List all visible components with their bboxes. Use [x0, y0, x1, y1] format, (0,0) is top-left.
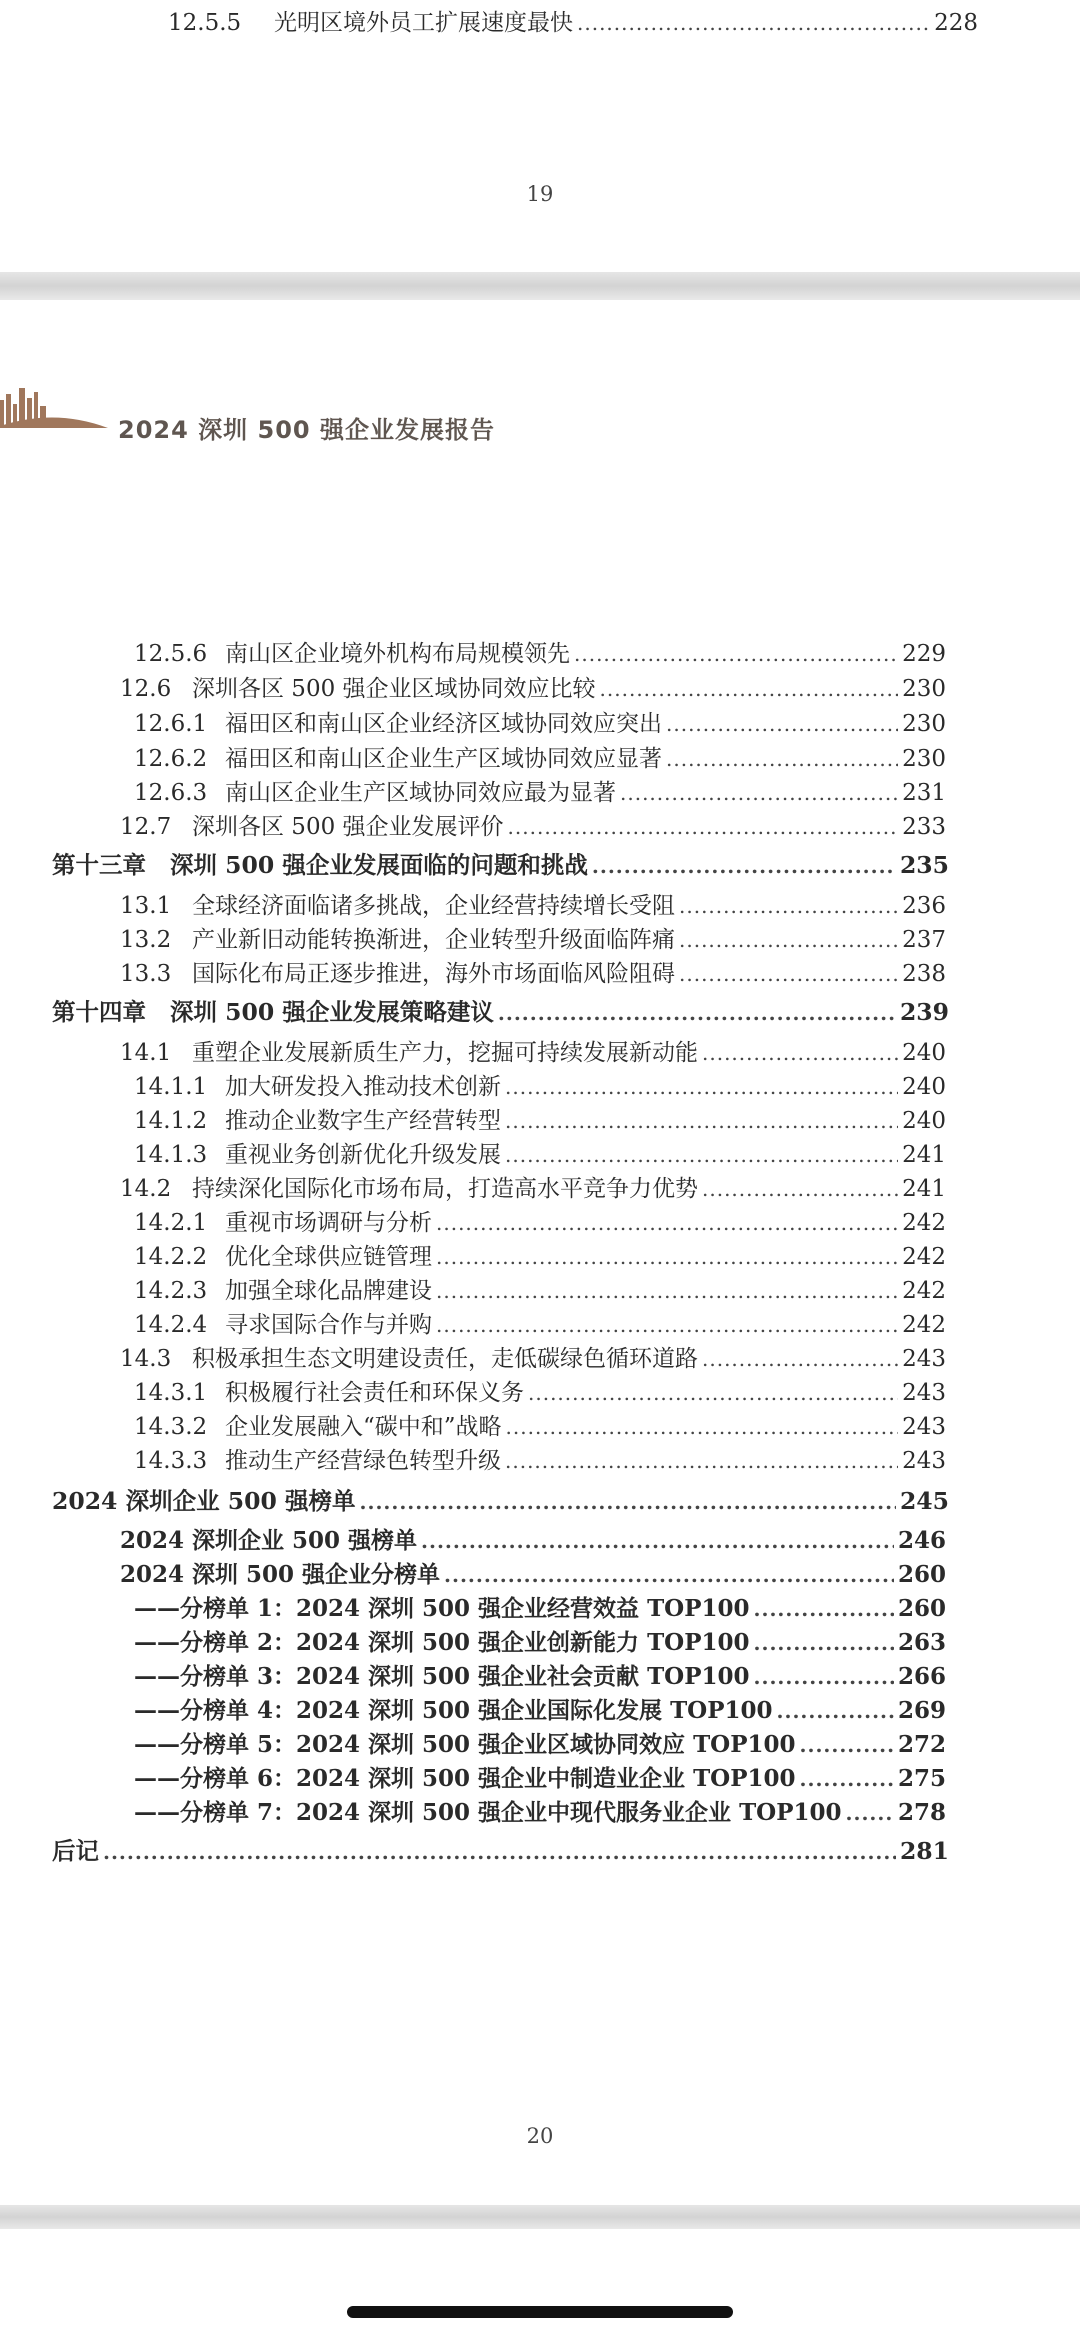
toc-entry-title: 福田区和南山区企业生产区域协同效应显著 [225, 746, 662, 772]
toc-entry[interactable] [52, 1834, 949, 1868]
toc-entry[interactable] [134, 637, 946, 671]
toc-entry-page: 263 [897, 1629, 946, 1656]
toc-entry-page: 260 [897, 1561, 946, 1588]
city-skyline-logo-icon [0, 380, 110, 430]
toc-entry[interactable] [120, 957, 946, 991]
toc-entry-page: 237 [902, 927, 946, 953]
toc-entry-page: 241 [902, 1142, 946, 1168]
toc-entry-title: 2024 深圳企业 500 强榜单 [52, 1487, 356, 1515]
toc-leader-dots [702, 1172, 898, 1206]
toc-entry-number: 14.3.2 [134, 1414, 208, 1440]
toc-entry-page: 230 [902, 711, 946, 737]
toc-entry-title: 推动生产经营绿色转型升级 [225, 1448, 501, 1474]
toc-entry[interactable] [120, 1558, 946, 1592]
toc-entry-number: 12.5.5 [168, 10, 242, 36]
toc-entry-page: 242 [902, 1312, 946, 1338]
toc-entry-number: 14.1 [120, 1040, 172, 1066]
toc-entry[interactable] [134, 1592, 946, 1626]
toc-entry-number: 14.3 [120, 1346, 172, 1372]
toc-entry-page: 243 [902, 1380, 946, 1406]
toc-entry-title: 深圳 500 强企业发展面临的问题和挑战 [170, 851, 588, 879]
toc-entry-title: 产业新旧动能转换渐进，企业转型升级面临阵痛 [192, 927, 675, 953]
toc-entry-page: 243 [902, 1346, 946, 1372]
toc-entry-title: 重视业务创新优化升级发展 [225, 1142, 501, 1168]
toc-entry[interactable] [52, 995, 949, 1029]
toc-entry-number: 第十三章 [52, 851, 146, 879]
toc-entry[interactable] [134, 1308, 946, 1342]
toc-entry-title: 2024 深圳 500 强企业分榜单 [120, 1561, 441, 1588]
toc-entry[interactable] [168, 6, 978, 40]
toc-entry-number: 14.2.3 [134, 1278, 208, 1304]
toc-entry-page: 233 [902, 814, 946, 840]
toc-leader-dots [574, 637, 898, 671]
toc-leader-dots [508, 810, 899, 844]
toc-entry-title: 南山区企业境外机构布局规模领先 [225, 641, 570, 667]
toc-entry-title: 重视市场调研与分析 [225, 1210, 432, 1236]
toc-entry-title: ——分榜单 6：2024 深圳 500 强企业中制造业企业 TOP100 [134, 1765, 796, 1792]
page-separator [0, 272, 1080, 300]
toc-entry-number: 12.6.2 [134, 746, 208, 772]
toc-leader-dots [679, 957, 898, 991]
toc-entry[interactable] [134, 1796, 946, 1830]
toc-entry-title: 南山区企业生产区域协同效应最为显著 [225, 780, 616, 806]
toc-entry-title: ——分榜单 2：2024 深圳 500 强企业创新能力 TOP100 [134, 1629, 750, 1656]
toc-entry-title: 寻求国际合作与并购 [225, 1312, 432, 1338]
toc-entry[interactable] [134, 1626, 946, 1660]
toc-leader-dots [498, 996, 896, 1030]
toc-entry[interactable] [134, 1660, 946, 1694]
toc-entry-title: ——分榜单 7：2024 深圳 500 强企业中现代服务业企业 TOP100 [134, 1799, 842, 1826]
toc-leader-dots [436, 1240, 898, 1274]
toc-entry-number: 14.3.1 [134, 1380, 208, 1406]
toc-leader-dots [505, 1444, 898, 1478]
toc-entry-number: 12.7 [120, 814, 172, 840]
toc-entry-page: 235 [899, 851, 949, 879]
toc-leader-dots [702, 1036, 898, 1070]
toc-entry[interactable] [134, 707, 946, 741]
toc-leader-dots [754, 1660, 894, 1694]
page-number: 19 [526, 182, 554, 206]
toc-entry-page: 245 [899, 1487, 949, 1515]
toc-entry[interactable] [134, 1376, 946, 1410]
toc-entry-page: 231 [902, 780, 946, 806]
toc-entry-page: 241 [902, 1176, 946, 1202]
toc-leader-dots [846, 1796, 894, 1830]
toc-entry-page: 229 [902, 641, 946, 667]
toc-leader-dots [103, 1835, 896, 1869]
toc-leader-dots [528, 1376, 898, 1410]
toc-entry-page: 240 [902, 1074, 946, 1100]
toc-entry-title: 加强全球化品牌建设 [225, 1278, 432, 1304]
toc-entry-title: 积极承担生态文明建设责任，走低碳绿色循环道路 [192, 1346, 698, 1372]
toc-entry[interactable] [134, 1104, 946, 1138]
toc-entry-number: 12.6 [120, 676, 172, 702]
toc-leader-dots [800, 1728, 894, 1762]
toc-entry-title: 深圳 500 强企业发展策略建议 [170, 998, 494, 1026]
toc-entry-page: 239 [899, 998, 949, 1026]
toc-entry-page: 243 [902, 1414, 946, 1440]
toc-entry-number: 13.3 [120, 961, 172, 987]
toc-entry-title: 重塑企业发展新质生产力，挖掘可持续发展新动能 [192, 1040, 698, 1066]
toc-entry-page: 278 [897, 1799, 946, 1826]
page-number: 20 [526, 2124, 554, 2148]
toc-entry-number: 14.2.1 [134, 1210, 208, 1236]
toc-leader-dots [679, 889, 898, 923]
toc-entry[interactable] [134, 1410, 946, 1444]
toc-entry-number: 13.1 [120, 893, 172, 919]
toc-entry-title: 深圳各区 500 强企业发展评价 [192, 814, 504, 840]
toc-entry-title: 福田区和南山区企业经济区域协同效应突出 [225, 711, 662, 737]
toc-entry-page: 272 [897, 1731, 946, 1758]
toc-entry[interactable] [134, 1070, 946, 1104]
toc-leader-dots [702, 1342, 898, 1376]
toc-entry[interactable] [134, 1138, 946, 1172]
toc-entry-number: 14.2.4 [134, 1312, 208, 1338]
toc-entry[interactable] [52, 848, 949, 882]
toc-entry-page: 228 [934, 10, 978, 36]
toc-entry-page: 269 [897, 1697, 946, 1724]
toc-leader-dots [436, 1274, 898, 1308]
toc-entry-title: 国际化布局正逐步推进，海外市场面临风险阻碍 [192, 961, 675, 987]
toc-entry-number: 14.1.1 [134, 1074, 208, 1100]
toc-entry[interactable] [134, 776, 946, 810]
toc-leader-dots [754, 1626, 894, 1660]
toc-entry-page: 240 [902, 1108, 946, 1134]
toc-entry-page: 246 [897, 1527, 946, 1554]
toc-entry[interactable] [120, 889, 946, 923]
toc-entry-page: 266 [897, 1663, 946, 1690]
toc-leader-dots [436, 1308, 898, 1342]
toc-entry-title: 持续深化国际化市场布局，打造高水平竞争力优势 [192, 1176, 698, 1202]
toc-entry-page: 243 [902, 1448, 946, 1474]
toc-entry-number: 14.2.2 [134, 1244, 208, 1270]
toc-entry[interactable] [134, 1240, 946, 1274]
toc-entry[interactable] [120, 1524, 946, 1558]
toc-leader-dots [505, 1138, 898, 1172]
toc-entry[interactable] [120, 923, 946, 957]
toc-entry-number: 12.6.3 [134, 780, 208, 806]
toc-entry-page: 281 [899, 1837, 949, 1865]
toc-leader-dots [666, 707, 898, 741]
toc-leader-dots [421, 1524, 894, 1558]
toc-entry-page: 242 [902, 1244, 946, 1270]
toc-entry-title: 推动企业数字生产经营转型 [225, 1108, 501, 1134]
toc-entry[interactable] [134, 1728, 946, 1762]
toc-leader-dots [600, 672, 899, 706]
document-page-19 [0, 0, 1080, 272]
toc-entry[interactable] [134, 742, 946, 776]
toc-leader-dots [360, 1485, 896, 1519]
toc-leader-dots [620, 776, 898, 810]
toc-entry-page: 260 [897, 1595, 946, 1622]
toc-entry[interactable] [134, 1274, 946, 1308]
toc-entry-title: 2024 深圳企业 500 强榜单 [120, 1527, 418, 1554]
toc-entry-page: 236 [902, 893, 946, 919]
toc-entry-number: 14.1.3 [134, 1142, 208, 1168]
document-page-20 [0, 300, 1080, 2205]
toc-entry[interactable] [134, 1206, 946, 1240]
toc-entry-title: 加大研发投入推动技术创新 [225, 1074, 501, 1100]
toc-leader-dots [666, 742, 898, 776]
toc-entry[interactable] [134, 1444, 946, 1478]
toc-leader-dots [444, 1558, 894, 1592]
toc-entry-title: ——分榜单 5：2024 深圳 500 强企业区域协同效应 TOP100 [134, 1731, 796, 1758]
toc-leader-dots [679, 923, 898, 957]
toc-leader-dots [777, 1694, 894, 1728]
toc-entry-title: 深圳各区 500 强企业区域协同效应比较 [192, 676, 596, 702]
home-indicator[interactable] [347, 2306, 733, 2318]
toc-entry[interactable] [134, 1762, 946, 1796]
toc-leader-dots [506, 1410, 899, 1444]
toc-entry-number: 14.3.3 [134, 1448, 208, 1474]
toc-entry-number: 14.1.2 [134, 1108, 208, 1134]
toc-entry-page: 242 [902, 1278, 946, 1304]
bottom-bar [0, 2229, 1080, 2337]
toc-entry-title: 优化全球供应链管理 [225, 1244, 432, 1270]
toc-entry-page: 240 [902, 1040, 946, 1066]
toc-leader-dots [592, 849, 896, 883]
toc-entry-title: ——分榜单 1：2024 深圳 500 强企业经营效益 TOP100 [134, 1595, 750, 1622]
toc-entry-title: 光明区境外员工扩展速度最快 [274, 10, 573, 36]
toc-entry-title: ——分榜单 4：2024 深圳 500 强企业国际化发展 TOP100 [134, 1697, 773, 1724]
toc-entry-title: 企业发展融入“碳中和”战略 [225, 1414, 502, 1440]
toc-entry-title: 积极履行社会责任和环保义务 [225, 1380, 524, 1406]
toc-leader-dots [800, 1762, 894, 1796]
toc-leader-dots [505, 1070, 898, 1104]
toc-entry-number: 14.2 [120, 1176, 172, 1202]
toc-entry-number: 第十四章 [52, 998, 146, 1026]
toc-entry-page: 275 [897, 1765, 946, 1792]
toc-entry-number: 12.6.1 [134, 711, 208, 737]
toc-entry-number: 12.5.6 [134, 641, 208, 667]
toc-entry-page: 238 [902, 961, 946, 987]
toc-entry-page: 242 [902, 1210, 946, 1236]
page-separator [0, 2205, 1080, 2229]
toc-leader-dots [436, 1206, 898, 1240]
toc-entry[interactable] [52, 1484, 949, 1518]
toc-entry[interactable] [120, 1342, 946, 1376]
report-header-title: 2024 深圳 500 强企业发展报告 [118, 416, 495, 444]
toc-entry-title: ——分榜单 3：2024 深圳 500 强企业社会贡献 TOP100 [134, 1663, 750, 1690]
toc-leader-dots [577, 6, 930, 40]
toc-entry-number: 13.2 [120, 927, 172, 953]
toc-leader-dots [505, 1104, 898, 1138]
toc-entry-page: 230 [902, 746, 946, 772]
toc-entry[interactable] [120, 1172, 946, 1206]
toc-entry[interactable] [120, 1036, 946, 1070]
toc-leader-dots [754, 1592, 894, 1626]
toc-entry-page: 230 [902, 676, 946, 702]
toc-entry-title: 全球经济面临诸多挑战，企业经营持续增长受阻 [192, 893, 675, 919]
toc-entry[interactable] [120, 810, 946, 844]
toc-entry[interactable] [134, 1694, 946, 1728]
toc-entry-title: 后记 [52, 1837, 99, 1865]
toc-entry[interactable] [120, 672, 946, 706]
